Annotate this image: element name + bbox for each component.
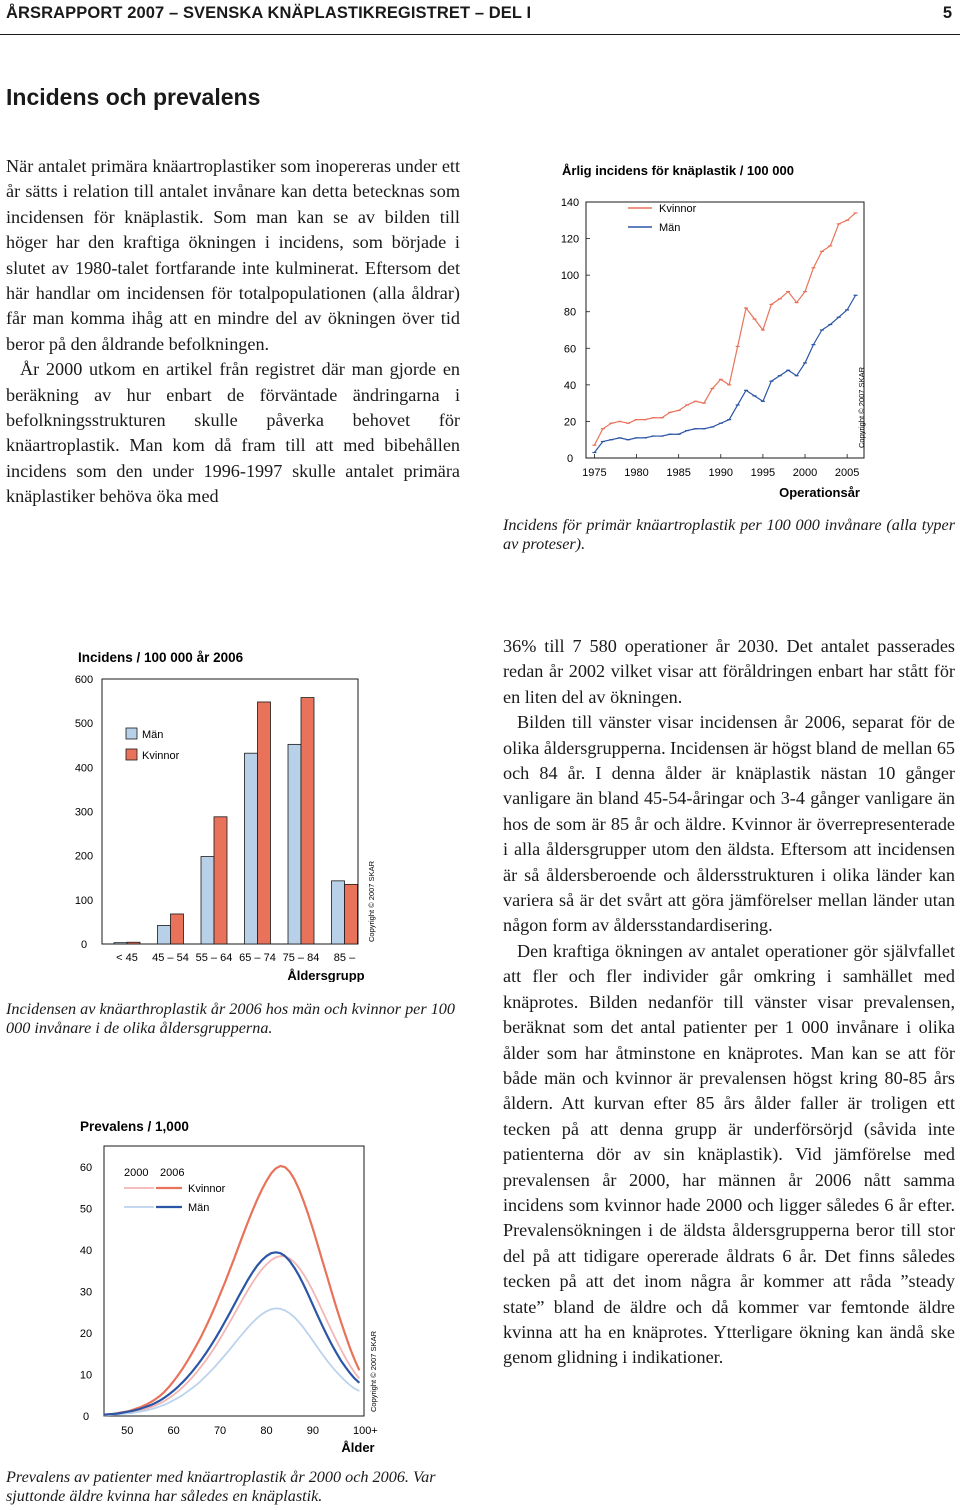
paragraph: År 2000 utkom en artikel från registret där man gjorde en beräkning av hur enbart de förväntade ändringarna i befolkningsstrukturen skulle påverka behovet för knäartroplastik. Man kom då fram till att med bibehållen incidens som den under 1996-1997 skulle antalet primära knäplastiker behöva öka med [6,359,460,507]
paragraph: 36% till 7 580 operationer år 2030. Det antalet passerades redan år 2002 vilket visar att föråldringen enbart har stått för en liten del av ökningen. [503,636,955,707]
prevalence-chart [58,1112,398,1462]
series-line-women-2000 [104,1256,359,1415]
chart-title: Prevalens / 1,000 [80,1119,189,1134]
series-group [104,1166,359,1415]
bar-men [288,744,301,944]
series-line-men [594,295,855,452]
bar-women [258,702,271,944]
series-line-men-2006 [104,1252,359,1414]
legend-label-women: Kvinnor [142,750,180,762]
x-axis [116,952,356,964]
plot-frame [104,1146,364,1416]
y-tick-label: 0 [566,453,574,465]
page-header [6,4,954,28]
paragraph: När antalet primära knäartroplastiker som inopereras under ett år sätts i relation till antalet invånare kan detta betecknas som incidensen för knäplastik. Som man kan se av bilden till höger har den kraftiga ökningen i incidens, som började i slutet av 1980-talet fortfarande inte kulminerat. Eftersom det här handlar om incidensen för totalpopulationen (alla åldrar) får man komma ihåg att en mindre del av ökningen över tid beror på den åldrande befolkningen. [6,156,460,354]
x-tick-label: 80 [260,1425,273,1437]
bar-men [158,925,171,944]
series-line-women-2006 [104,1166,359,1415]
x-tick-label: 65 – 74 [239,952,276,964]
legend [628,203,697,234]
copyright-note: Copyright © 2007 SKAR [367,861,376,942]
legend-year-2000: 2000 [124,1167,149,1179]
copyright-note: Copyright © 2007 SKAR [369,1331,378,1412]
x-tick-label: 1975 [582,467,607,479]
series-group [592,213,857,453]
bar-women [127,942,140,944]
y-axis [75,674,93,951]
x-tick-label: 70 [213,1425,227,1437]
legend-label-women: Kvinnor [659,203,697,215]
header-divider [0,34,960,35]
x-axis [121,1425,378,1437]
bar-women [301,698,314,944]
bar-women [171,914,184,944]
incidence-by-age-chart [58,642,378,982]
legend [126,728,180,762]
chart-title: Incidens / 100 000 år 2006 [78,650,244,665]
y-tick-label: 0 [82,1411,90,1423]
x-tick-label: 45 – 54 [152,952,189,964]
bar-women [345,884,358,944]
legend [124,1167,226,1214]
y-tick-label: 40 [79,1244,93,1257]
x-tick-label: 55 – 64 [195,952,233,964]
x-axis-label: Ålder [341,1440,375,1455]
legend-label-men: Män [142,729,164,741]
bar-men [201,857,214,944]
paragraph: Bilden till vänster visar incidensen år 2006, separat för de olika åldersgrupperna. Incidensen är högst bland de mellan 65 och 84 år. I denna ålder är knäplastik nästan 10 gånger vanligare än bland 45-54-åringar och 3-4 gånger vanligare än hos de som är 85 år och äldre. Kvinnor är överrepresenterade i alla åldersgrupper utom den äldsta. Eftersom att incidensen är så åldersberoende och åldersstrukturen i olika länder kan variera så är det svårt att göra jämförelser mellan länder utan någon form av åldersstandardisering. [503,712,956,936]
y-tick-label: 30 [79,1286,93,1299]
y-tick-label: 60 [563,343,577,356]
y-tick-label: 80 [563,306,577,319]
legend-label-men: Män [188,1202,210,1214]
series-line-women [594,213,855,445]
figure-caption: Prevalens av patienter med knäartroplastik år 2000 och 2006. Var sjuttonde äldre kvinna har således en knäplastik. [6,1468,436,1505]
left-column-text [6,154,460,510]
x-tick-label: 1990 [708,467,734,479]
y-tick-label: 300 [74,806,94,819]
right-column-text [503,634,955,1371]
figure-caption: Incidens för primär knäartroplastik per 100 000 invånare (alla typer av proteser). [503,516,955,553]
y-tick-label: 20 [563,416,577,429]
page-number: 5 [942,4,952,22]
y-tick-label: 500 [74,718,94,731]
legend-swatch-women [126,749,137,760]
y-tick-label: 100 [74,894,94,907]
figure-caption: Incidensen av knäarthroplastik år 2006 hos män och kvinnor per 100 000 invånare i de olika åldersgrupperna. [6,1000,455,1037]
y-tick-label: 100 [560,270,580,283]
y-tick-label: 600 [74,674,94,686]
y-tick-label: 120 [560,233,580,246]
x-tick-label: 2000 [792,467,818,479]
y-tick-label: 400 [74,762,94,775]
x-tick-label: 1980 [624,467,649,479]
x-tick-label: 50 [121,1425,134,1437]
copyright-note: Copyright © 2007 SKAR [857,367,866,448]
x-tick-label: 1995 [750,467,776,479]
paragraph: Den kraftiga ökningen av antalet operationer gör självfallet att fler och fler individer går omkring i samhället med knäprotes. Bilden nedanför till vänster visar prevalensen, beräknat som det antal patienter per 1 000 invånare i olika ålder som har åtminstone en knäprotes. Man kan se att för både män och kvinnor är prevalensen högst kring 80-85 års åldern. Att kurvan efter 85 års ålder faller är troligen ett tecken på att denna grupp är underförsörjd (såvida inte patienterna dör av sin knäplastik). Vid jämförelse med prevalensen år 2000, har männen år 2006 nått samma incidens som kvinnor hade 2000 och ligger således 6 år efter. Prevalensökningen i de äldsta åldersgrupperna beror till stor del på att tidigare opererade åldrats 6 år. Det finns således tecken på att det inom några år kommer att råda ”steady state” bland de äldre och då kommer var femtonde äldre kvinna att ha en knäprotes. Ytterligare ökning kan ändå ske genom glidning i indikationer. [503,940,955,1368]
y-tick-label: 10 [79,1369,93,1382]
x-axis-label: Operationsår [779,485,860,500]
plot-frame [102,679,358,944]
bar-men [245,753,258,944]
y-axis [80,1162,92,1423]
chart-title: Årlig incidens för knäplastik / 100 000 [562,163,794,178]
bar-women [214,817,227,944]
y-tick-label: 40 [563,379,577,392]
x-tick-label: 1985 [666,467,691,479]
legend-year-2006: 2006 [160,1167,185,1179]
x-tick-label: 100+ [352,1425,378,1437]
legend-swatch-men [126,728,137,739]
bar-men [114,943,127,944]
incidence-trend-chart [552,158,892,508]
x-tick-label: 85 – [333,952,356,964]
x-tick-label: < 45 [116,952,138,964]
legend-label-women: Kvinnor [188,1183,226,1195]
section-title: Incidens och prevalens [6,84,261,110]
y-tick-label: 140 [560,197,580,209]
y-tick-label: 20 [79,1327,93,1340]
y-tick-label: 0 [80,939,88,951]
x-tick-label: 2005 [834,467,860,479]
x-tick-label: 75 – 84 [282,952,320,964]
legend-label-men: Män [659,222,681,234]
bar-men [332,881,345,944]
y-tick-label: 60 [79,1161,93,1174]
y-tick-label: 50 [79,1203,93,1216]
x-tick-label: 90 [306,1425,320,1437]
report-title: ÅRSRAPPORT 2007 – SVENSKA KNÄPLASTIKREGISTRET – DEL I [6,4,532,22]
x-axis-label: Åldersgrupp [287,968,365,982]
y-tick-label: 200 [74,850,94,863]
x-tick-label: 60 [167,1425,180,1437]
